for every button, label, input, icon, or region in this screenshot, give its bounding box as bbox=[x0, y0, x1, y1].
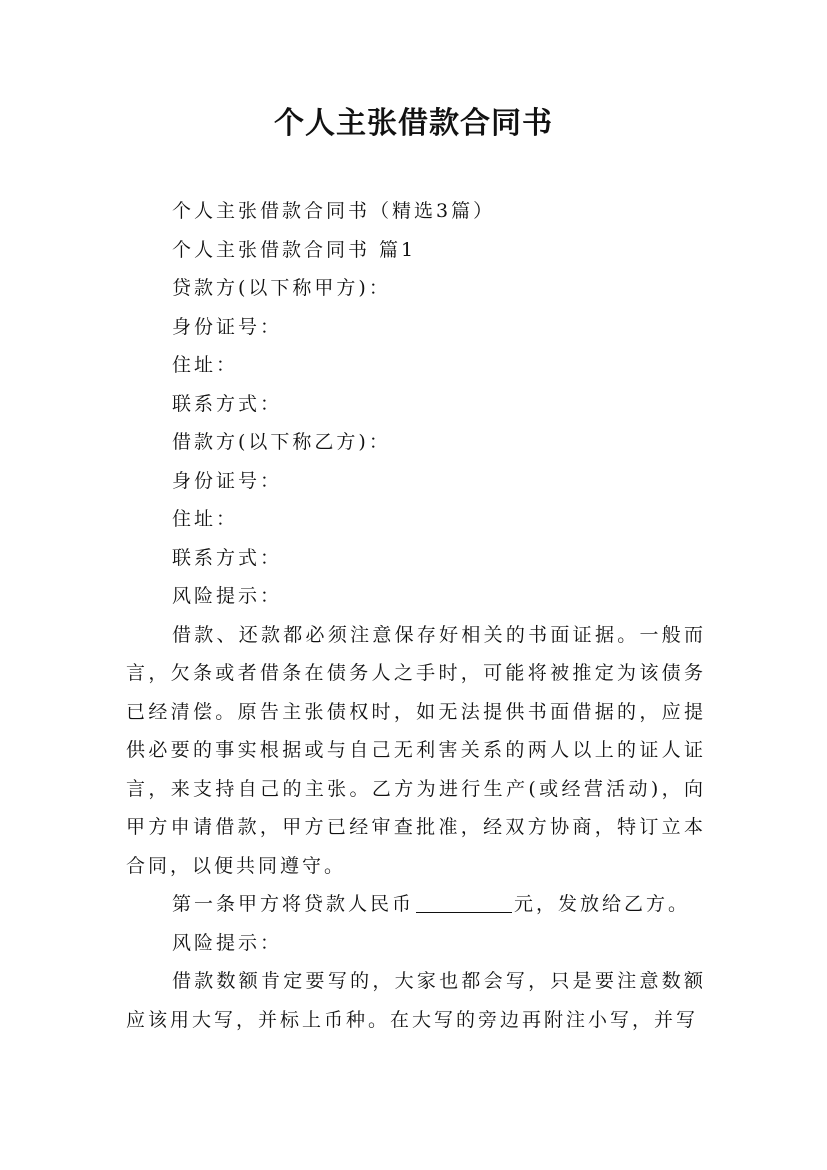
document-title: 个人主张借款合同书 bbox=[274, 106, 553, 141]
paragraph-text: 元，发放给乙方。 bbox=[514, 893, 691, 915]
amount-blank-line bbox=[416, 892, 512, 913]
paragraph: 个人主张借款合同书（精选3篇） bbox=[172, 200, 496, 222]
paragraph: 联系方式： bbox=[172, 392, 283, 415]
paragraph: 借款、还款都必须注意保存好相关的书面证据。一般而言，欠条或者借条在债务人之手时，可能将被推定为该债务已经清偿。原告主张债权时，如无法提供书面借据的，应提供必要的事实根据或与自己无利害关系的两人以上的证人证言，来支持自己的主张。乙方为进行生产(或经营活动)，向甲方申请借款，甲方已经审查批准，经双方协商，特订立本合同，以便共同遵守。 bbox=[126, 623, 706, 877]
paragraph: 联系方式： bbox=[172, 546, 283, 569]
document-body bbox=[126, 192, 706, 1039]
paragraph: 身份证号： bbox=[172, 469, 283, 492]
paragraph: 个人主张借款合同书 篇1 bbox=[172, 238, 417, 261]
paragraph: 借款数额肯定要写的，大家也都会写，只是要注意数额应该用大写，并标上币种。在大写的旁边再附注小写，并写 bbox=[126, 970, 706, 1031]
paragraph-loan-amount bbox=[126, 885, 706, 924]
paragraph: 风险提示： bbox=[172, 585, 283, 607]
paragraph-text: 第一条甲方将贷款人民币 bbox=[172, 893, 415, 915]
paragraph: 身份证号： bbox=[172, 315, 283, 338]
paragraph: 借款方(以下称乙方)： bbox=[172, 431, 391, 453]
paragraph: 风险提示： bbox=[172, 931, 283, 954]
paragraph: 住址： bbox=[172, 354, 239, 376]
paragraph: 住址： bbox=[172, 508, 239, 530]
paragraph: 贷款方(以下称甲方)： bbox=[172, 277, 391, 299]
